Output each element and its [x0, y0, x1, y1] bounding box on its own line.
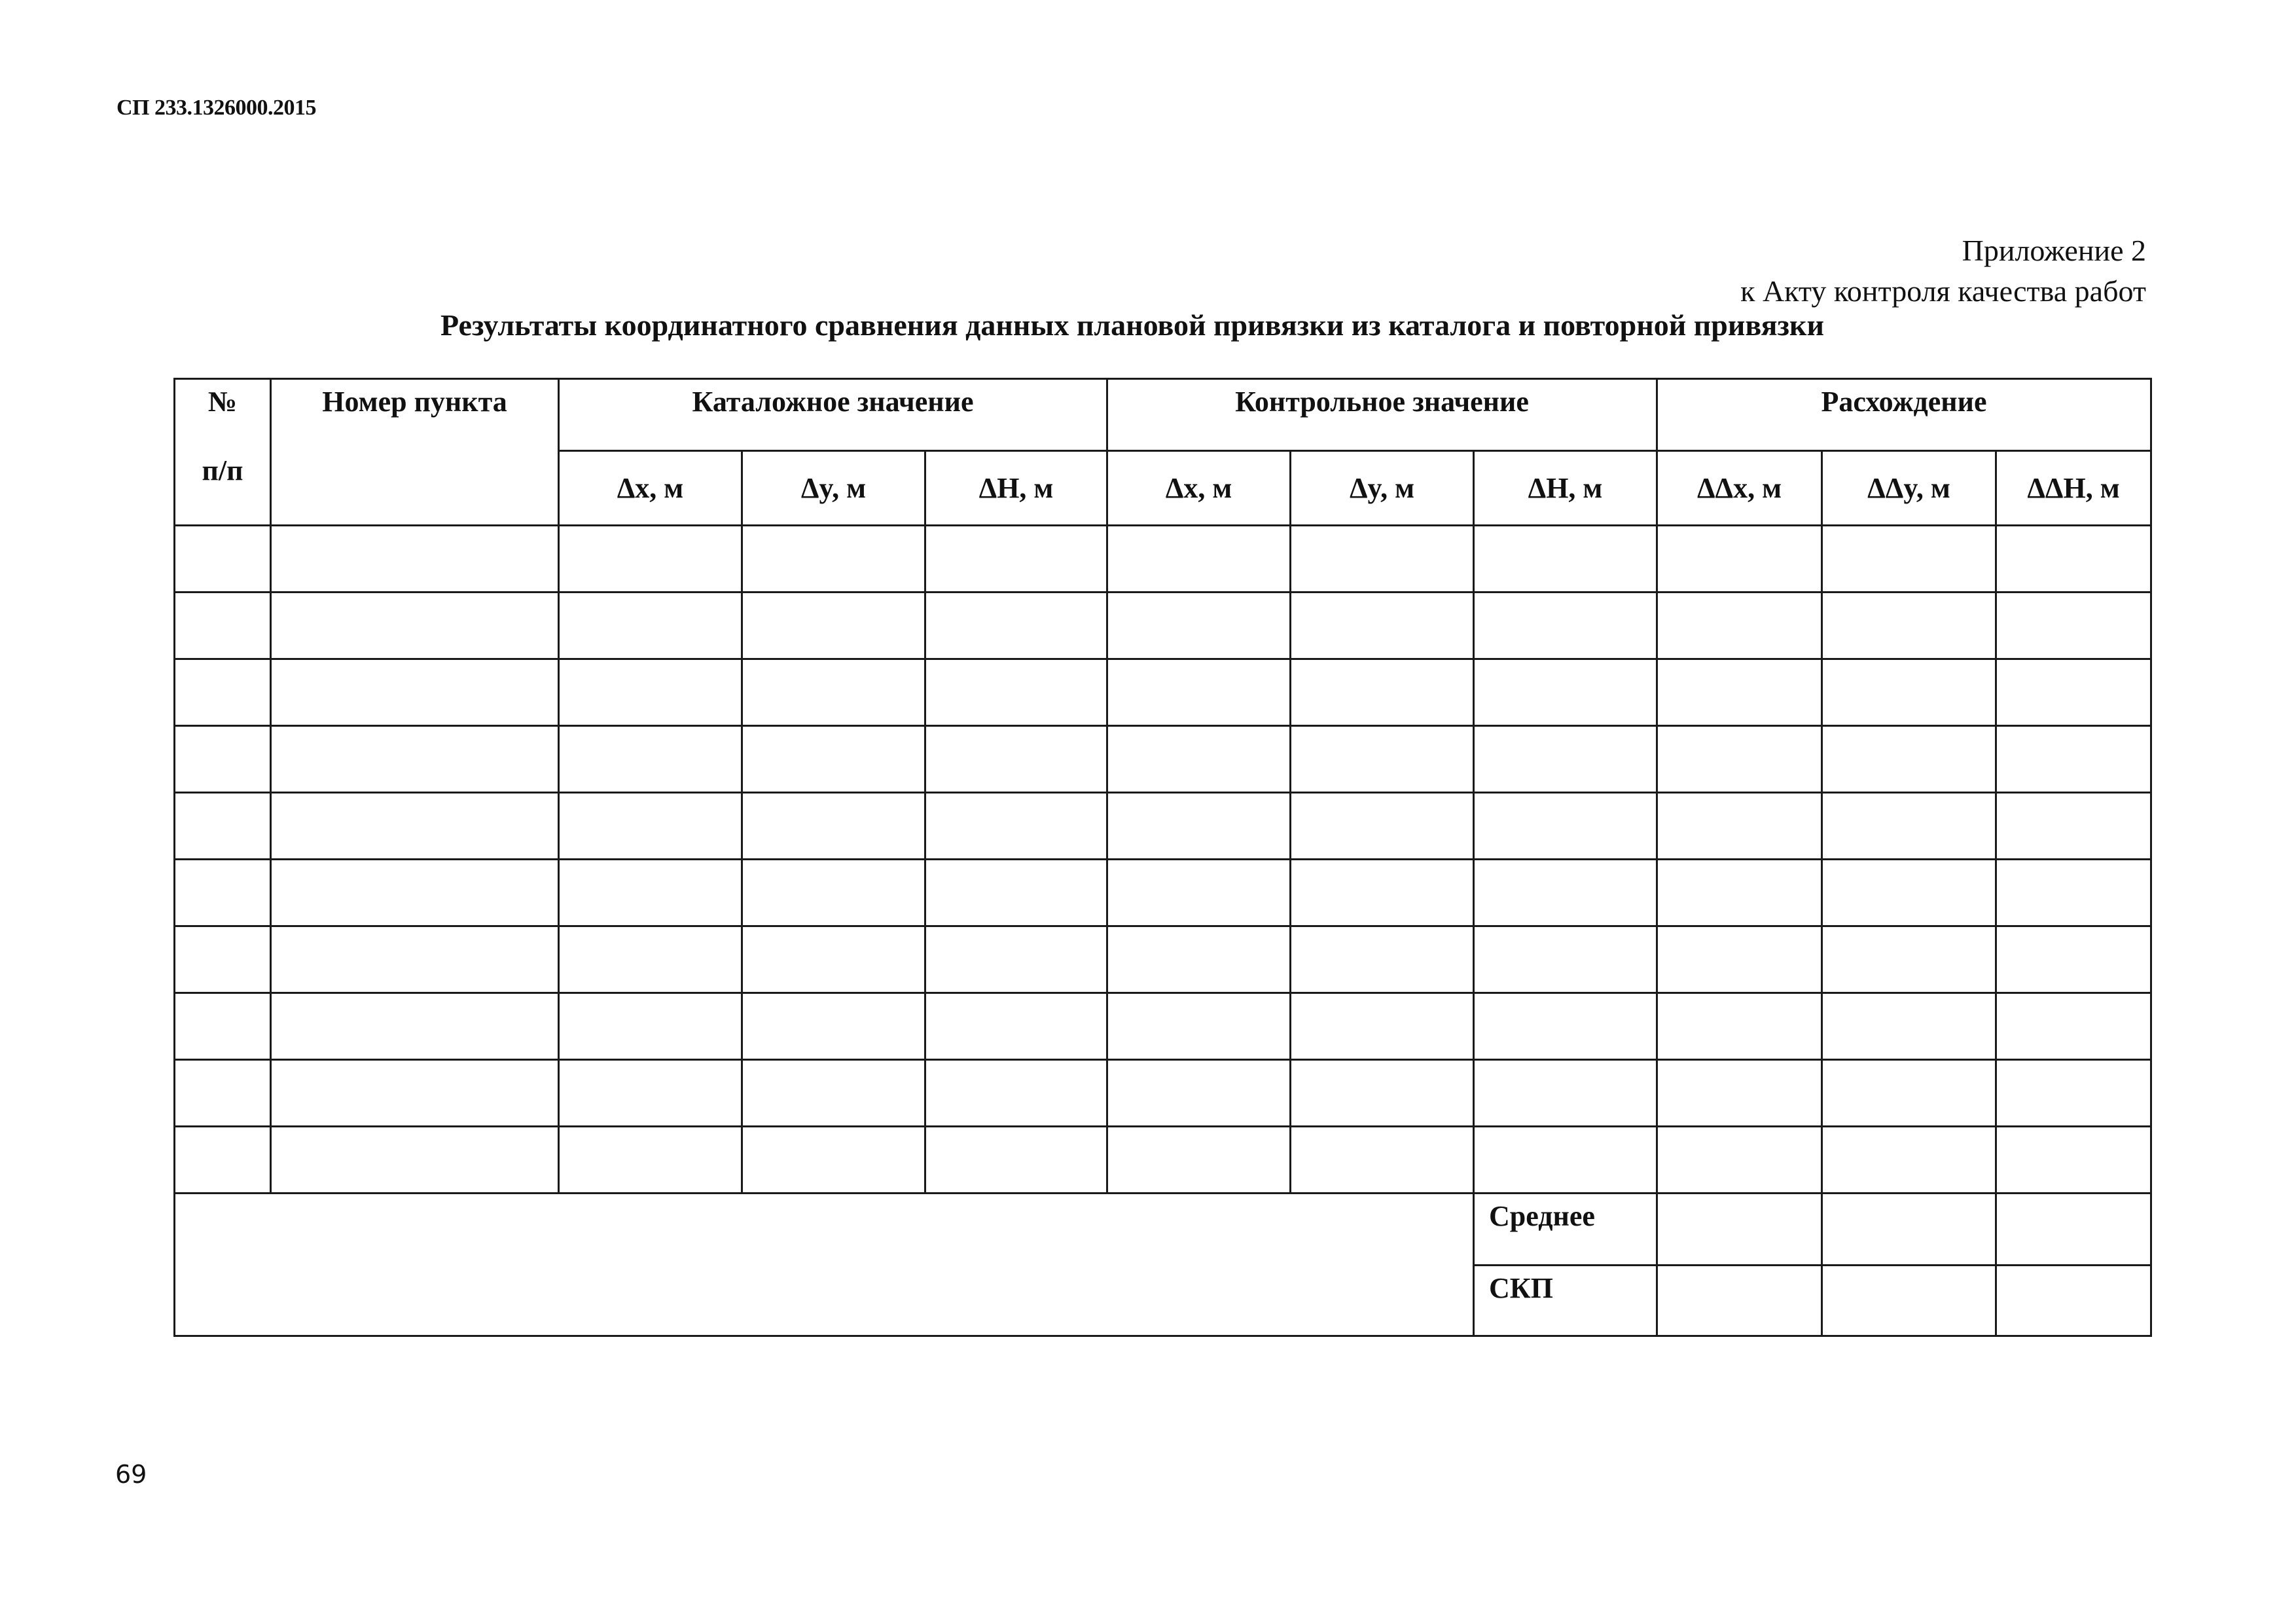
table-cell[interactable] [271, 659, 559, 726]
summary-cell[interactable] [1657, 1194, 1822, 1266]
table-cell[interactable] [742, 726, 925, 793]
table-row [175, 1127, 2151, 1194]
appendix-note [1740, 230, 2146, 312]
table-cell[interactable] [559, 793, 742, 860]
table-cell[interactable] [1474, 593, 1657, 659]
table-cell[interactable] [1996, 526, 2151, 593]
table-cell[interactable] [1996, 793, 2151, 860]
table-cell[interactable] [1822, 1127, 1996, 1194]
appendix-reference: к Акту контроля качества работ [1740, 274, 2146, 308]
table-cell[interactable] [271, 1127, 559, 1194]
table-cell[interactable] [175, 1060, 271, 1127]
table-cell[interactable] [559, 993, 742, 1060]
table-cell[interactable] [1657, 526, 1822, 593]
table-cell[interactable] [175, 593, 271, 659]
table-cell[interactable] [559, 1060, 742, 1127]
column-header-number: № п/п [175, 379, 271, 526]
summary-row-mean [175, 1194, 2151, 1266]
table-row [175, 860, 2151, 926]
table-cell[interactable] [1822, 1060, 1996, 1127]
table-cell[interactable] [1291, 1127, 1474, 1194]
summary-cell[interactable] [1996, 1266, 2151, 1336]
table-cell[interactable] [559, 659, 742, 726]
table-cell[interactable] [1822, 659, 1996, 726]
table-cell[interactable] [271, 726, 559, 793]
subheader-catalog-dy: Δy, м [742, 451, 925, 526]
table-cell[interactable] [1107, 926, 1291, 993]
table-cell[interactable] [1996, 1127, 2151, 1194]
table-cell[interactable] [1107, 993, 1291, 1060]
table-cell[interactable] [925, 860, 1107, 926]
table-cell[interactable] [1291, 1060, 1474, 1127]
summary-cell[interactable] [1822, 1194, 1996, 1266]
summary-label-rms: СКП [1474, 1266, 1657, 1336]
table-cell[interactable] [559, 926, 742, 993]
table-cell[interactable] [742, 926, 925, 993]
document-code: СП 233.1326000.2015 [117, 96, 316, 120]
table-cell[interactable] [1657, 726, 1822, 793]
table-cell[interactable] [1657, 659, 1822, 726]
table-row [175, 659, 2151, 726]
table-cell[interactable] [1107, 793, 1291, 860]
table-cell[interactable] [175, 993, 271, 1060]
table-cell[interactable] [925, 593, 1107, 659]
table-cell[interactable] [1657, 860, 1822, 926]
table-cell[interactable] [742, 1127, 925, 1194]
table-cell[interactable] [742, 993, 925, 1060]
table-row [175, 926, 2151, 993]
table-cell[interactable] [1291, 726, 1474, 793]
table-cell[interactable] [175, 659, 271, 726]
table-cell[interactable] [1996, 860, 2151, 926]
table-cell[interactable] [1474, 726, 1657, 793]
table-row [175, 526, 2151, 593]
table-cell[interactable] [1474, 526, 1657, 593]
table-cell[interactable] [742, 526, 925, 593]
table-cell[interactable] [925, 526, 1107, 593]
table-cell[interactable] [925, 793, 1107, 860]
table-cell[interactable] [1291, 659, 1474, 726]
group-header-control: Контрольное значение [1107, 379, 1657, 451]
subheader-catalog-dx: Δx, м [559, 451, 742, 526]
table-cell[interactable] [925, 1127, 1107, 1194]
table-body [175, 526, 2151, 1194]
summary-cell[interactable] [1822, 1266, 1996, 1336]
table-cell[interactable] [559, 860, 742, 926]
table-cell[interactable] [1474, 1127, 1657, 1194]
table-cell[interactable] [271, 593, 559, 659]
table-cell[interactable] [1107, 659, 1291, 726]
subheader-catalog-dh: ΔH, м [925, 451, 1107, 526]
subheader-control-dx: Δx, м [1107, 451, 1291, 526]
table-row [175, 1060, 2151, 1127]
group-header-catalog: Каталожное значение [559, 379, 1107, 451]
table-cell[interactable] [1996, 593, 2151, 659]
group-header-diff: Расхождение [1657, 379, 2151, 451]
table-cell[interactable] [1107, 1127, 1291, 1194]
table-cell[interactable] [175, 860, 271, 926]
table-cell[interactable] [1657, 793, 1822, 860]
table-cell[interactable] [742, 793, 925, 860]
table-cell[interactable] [742, 860, 925, 926]
table-cell[interactable] [742, 659, 925, 726]
table-cell[interactable] [1996, 993, 2151, 1060]
table-cell[interactable] [1996, 726, 2151, 793]
subheader-control-dy: Δy, м [1291, 451, 1474, 526]
subheader-diff-ddx: ΔΔx, м [1657, 451, 1822, 526]
table-cell[interactable] [1474, 1060, 1657, 1127]
table-cell[interactable] [1822, 993, 1996, 1060]
table-cell[interactable] [742, 593, 925, 659]
table-cell[interactable] [742, 1060, 925, 1127]
table-cell[interactable] [175, 793, 271, 860]
table-cell[interactable] [175, 726, 271, 793]
table-cell[interactable] [1474, 926, 1657, 993]
table-cell[interactable] [1107, 726, 1291, 793]
table-cell[interactable] [1291, 993, 1474, 1060]
comparison-table [173, 378, 2152, 1337]
table-cell[interactable] [1996, 926, 2151, 993]
summary-cell[interactable] [1996, 1194, 2151, 1266]
table-cell[interactable] [271, 793, 559, 860]
table-cell[interactable] [1107, 526, 1291, 593]
table-cell[interactable] [175, 526, 271, 593]
table-cell[interactable] [559, 526, 742, 593]
table-row [175, 993, 2151, 1060]
table-cell[interactable] [1657, 1127, 1822, 1194]
document-title: Результаты координатного сравнения данных плановой привязки из каталога и повторной привязки [440, 308, 1824, 342]
table-cell[interactable] [559, 593, 742, 659]
table-cell[interactable] [271, 1060, 559, 1127]
summary-cell[interactable] [1657, 1266, 1822, 1336]
subheader-control-dh: ΔH, м [1474, 451, 1657, 526]
table-cell[interactable] [175, 1127, 271, 1194]
appendix-number: Приложение 2 [1962, 234, 2146, 267]
table-cell[interactable] [175, 926, 271, 993]
table-cell[interactable] [1657, 1060, 1822, 1127]
subheader-diff-ddh: ΔΔH, м [1996, 451, 2151, 526]
table-cell[interactable] [271, 526, 559, 593]
table-cell[interactable] [271, 860, 559, 926]
table-cell[interactable] [1291, 526, 1474, 593]
table-cell[interactable] [271, 993, 559, 1060]
summary-blank-area [175, 1194, 1474, 1336]
table-cell[interactable] [1822, 726, 1996, 793]
table-cell[interactable] [1996, 1060, 2151, 1127]
table-cell[interactable] [1291, 793, 1474, 860]
table-cell[interactable] [925, 726, 1107, 793]
table-cell[interactable] [1291, 860, 1474, 926]
subheader-diff-ddy: ΔΔy, м [1822, 451, 1996, 526]
table-cell[interactable] [1107, 860, 1291, 926]
column-header-point: Номер пункта [271, 379, 559, 526]
table-cell[interactable] [1657, 926, 1822, 993]
table-row [175, 593, 2151, 659]
page-number: 69 [115, 1460, 147, 1489]
table-cell[interactable] [1107, 593, 1291, 659]
table-row [175, 726, 2151, 793]
table-cell[interactable] [1291, 593, 1474, 659]
table-row [175, 793, 2151, 860]
table-cell[interactable] [1474, 993, 1657, 1060]
table-cell[interactable] [1996, 659, 2151, 726]
table-cell[interactable] [271, 926, 559, 993]
table-cell[interactable] [1657, 993, 1822, 1060]
table-cell[interactable] [1291, 926, 1474, 993]
table-cell[interactable] [1107, 1060, 1291, 1127]
table-cell[interactable] [925, 926, 1107, 993]
table-header-row [175, 379, 2151, 451]
table-cell[interactable] [1474, 860, 1657, 926]
table-cell[interactable] [925, 993, 1107, 1060]
table-cell[interactable] [1822, 926, 1996, 993]
table-cell[interactable] [559, 1127, 742, 1194]
table-cell[interactable] [925, 659, 1107, 726]
table-cell[interactable] [559, 726, 742, 793]
table-cell[interactable] [925, 1060, 1107, 1127]
table-cell[interactable] [1474, 793, 1657, 860]
summary-label-mean: Среднее [1474, 1194, 1657, 1266]
table-cell[interactable] [1822, 526, 1996, 593]
table-cell[interactable] [1474, 659, 1657, 726]
table-cell[interactable] [1822, 793, 1996, 860]
table-cell[interactable] [1822, 860, 1996, 926]
table-cell[interactable] [1657, 593, 1822, 659]
table-cell[interactable] [1822, 593, 1996, 659]
